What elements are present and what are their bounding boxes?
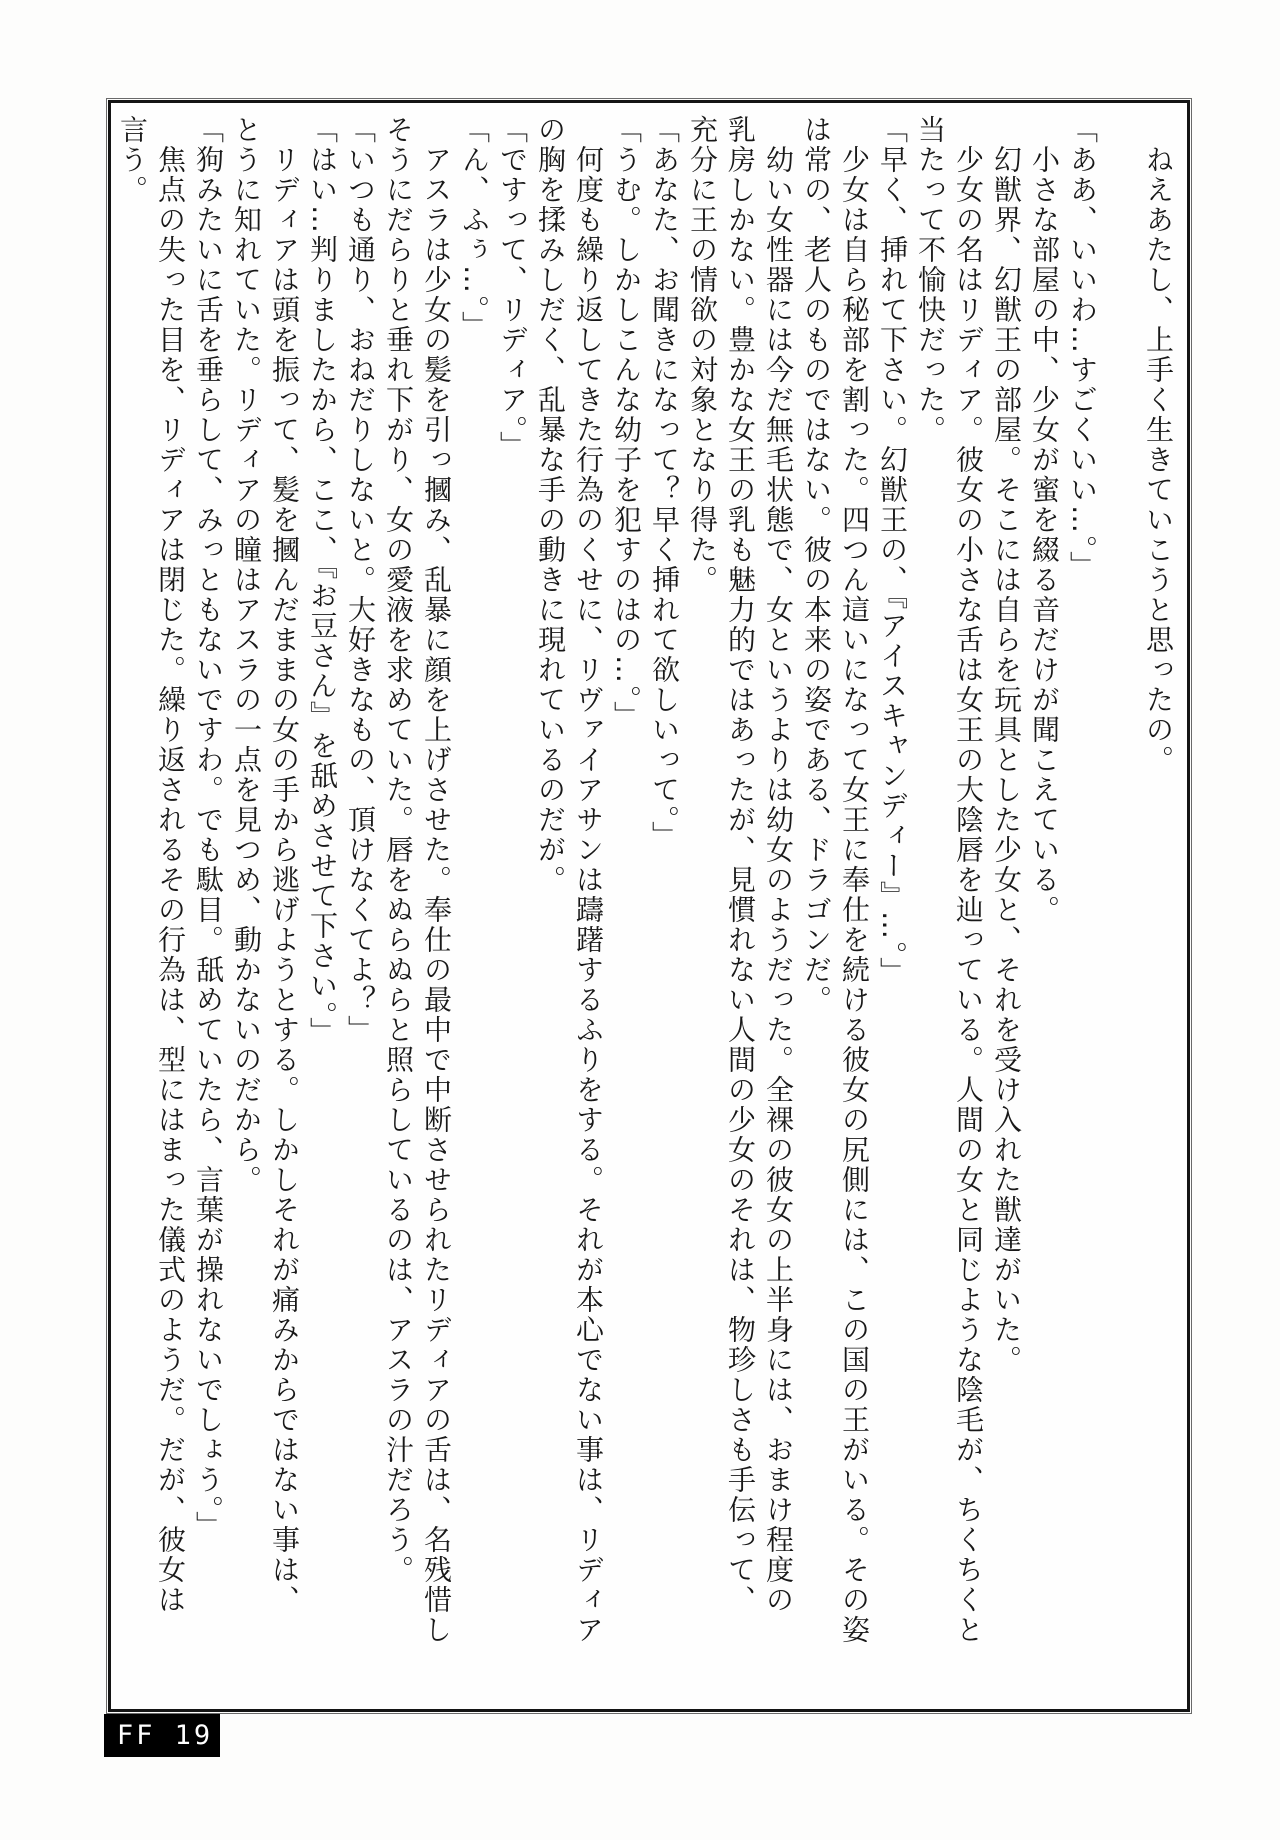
text-line: 「うむ。しかしこんな幼子を犯すのはの…。」	[610, 115, 643, 731]
text-line: 言う。	[116, 115, 149, 205]
text-line: 焦点の失った目を、リディアは閉じた。繰り返されるその行為は、型にはまった儀式のようだ。だが、彼女は	[154, 145, 187, 1615]
blank-line	[1101, 115, 1139, 1699]
text-line: 「早く、挿れて下さい。幻獣王の、『アイスキャンディー』…。」	[876, 115, 909, 987]
text-line: とうに知れていた。リディアの瞳はアスラの一点を見つめ、動かないのだから。	[230, 115, 263, 1195]
text-line: 少女は自ら秘部を割った。四つん這いになって女王に奉仕を続ける彼女の尻側には、この国の王がいる。その姿	[838, 145, 871, 1645]
text-line: 「ですって、リディア。」	[496, 115, 529, 461]
text-line: は常の、老人のものではない。彼の本来の姿である、ドラゴンだ。	[800, 115, 833, 1015]
text-line: 「はい…判りましたから、ここ、『お豆さん』を舐めさせて下さい。」	[306, 115, 339, 1047]
text-line: 「ん、ふぅ…。」	[458, 115, 491, 341]
text-line: 「ああ、いいわ…すごくいい…。」	[1066, 115, 1099, 581]
text-line: 充分に王の情欲の対象となり得た。	[686, 115, 719, 595]
text-line: 少女の名はリディア。彼女の小さな舌は女王の大陰唇を辿っている。人間の女と同じような陰毛が、ちくちくと	[952, 145, 985, 1645]
text-border-frame	[108, 100, 1190, 1712]
text-line: リディアは頭を振って、髪を摑んだままの女の手から逃げようとする。しかしそれが痛みからではない事は、	[268, 145, 301, 1615]
page-text-columns	[117, 115, 1177, 1699]
text-line: 幼い女性器には今だ無毛状態で、女というよりは幼女のようだった。全裸の彼女の上半身には、おまけ程度の	[762, 145, 795, 1615]
text-line: 乳房しかない。豊かな女王の乳も魅力的ではあったが、見慣れない人間の少女のそれは、物珍しさも手伝って、	[724, 115, 757, 1615]
text-line: そうにだらりと垂れ下がり、女の愛液を求めていた。唇をぬらぬらと照らしているのは、アスラの汁だろう。	[382, 115, 415, 1585]
text-line: 「狗みたいに舌を垂らして、みっともないですわ。でも駄目。舐めていたら、言葉が操れないでしょう。」	[192, 115, 225, 1541]
text-line: 「いつも通り、おねだりしないと。大好きなもの、頂けなくてよ？」	[344, 115, 377, 1045]
page-number-badge: FF 19	[104, 1714, 220, 1757]
text-line: 当たって不愉快だった。	[914, 115, 947, 445]
text-line: 「あなた、お聞きになって？早く挿れて欲しいって。」	[648, 115, 681, 851]
text-line: 何度も繰り返してきた行為のくせに、リヴァイアサンは躊躇するふりをする。それが本心でない事は、リディア	[572, 145, 605, 1645]
text-line: ねえあたし、上手く生きていこうと思ったの。	[1142, 145, 1175, 775]
text-line: アスラは少女の髪を引っ摑み、乱暴に顔を上げさせた。奉仕の最中で中断させられたリディアの舌は、名残惜し	[420, 145, 453, 1645]
text-line: 小さな部屋の中、少女が蜜を綴る音だけが聞こえている。	[1028, 145, 1061, 925]
text-line: 幻獣界、幻獣王の部屋。そこには自らを玩具とした少女と、それを受け入れた獣達がいた。	[990, 145, 1023, 1375]
text-line: の胸を揉みしだく、乱暴な手の動きに現れているのだが。	[534, 115, 567, 895]
